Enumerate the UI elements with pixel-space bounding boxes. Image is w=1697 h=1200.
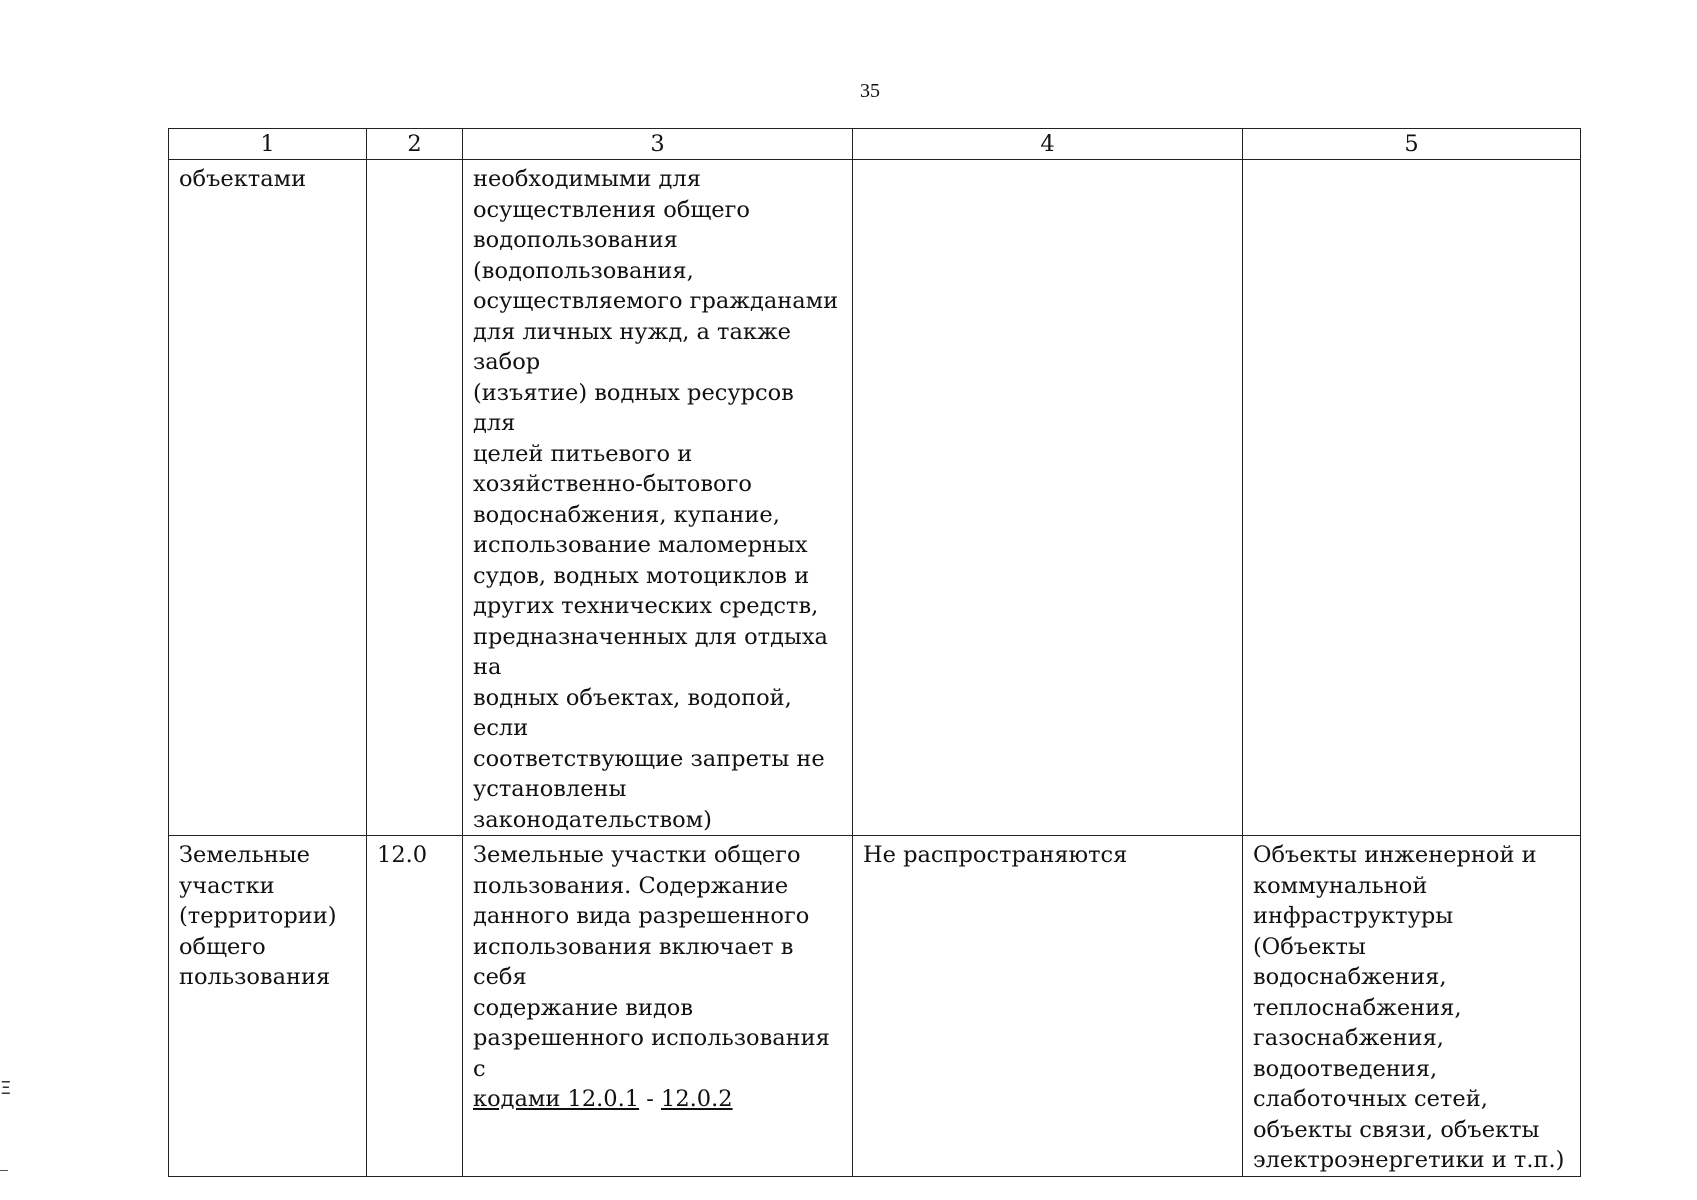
table-row — [169, 160, 1581, 836]
code-separator: - — [639, 1086, 662, 1112]
header-col-4: 4 — [853, 129, 1243, 160]
row1-use-name: объектами — [169, 160, 367, 836]
row1-col4 — [853, 160, 1243, 836]
header-col-1: 1 — [169, 129, 367, 160]
page-number: 35 — [860, 80, 880, 102]
row2-col4: Не распространяются — [853, 836, 1243, 1177]
row2-col5: Объекты инженерной и коммунальной инфраструктуры (Объекты водоснабжения, теплоснабжения, газоснабжения, водоотведения, слаботочных сетей, объекты связи, объекты электроэнергетики и т.п.) — [1243, 836, 1581, 1177]
margin-mark: Ξ — [0, 1078, 12, 1099]
table-header-row — [169, 129, 1581, 160]
row2-use-name: Земельные участки (территории) общего пользования — [169, 836, 367, 1177]
row1-col5 — [1243, 160, 1581, 836]
header-col-3: 3 — [463, 129, 853, 160]
row1-code — [367, 160, 463, 836]
margin-dash — [0, 1170, 8, 1171]
row1-description: необходимыми для осуществления общего водопользования (водопользования, осуществляемого гражданами для личных нужд, а также забор (изъятие) водных ресурсов для целей питьевого и хозяйственно-бытового водоснабжения, купание, использование маломерных судов, водных мотоциклов и других технических средств, предназначенных для отдыха на водных объектах, водопой, если соответствующие запреты не установлены законодательством) — [463, 160, 853, 836]
code-link-12-0-2[interactable]: 12.0.2 — [661, 1086, 733, 1112]
row2-code: 12.0 — [367, 836, 463, 1177]
row2-description-text: Земельные участки общего пользования. Содержание данного вида разрешенного использования включает в себя содержание видов разрешенного использования с — [473, 842, 830, 1082]
table-row — [169, 836, 1581, 1177]
header-col-2: 2 — [367, 129, 463, 160]
zoning-table — [168, 128, 1581, 1177]
row2-description — [463, 836, 853, 1177]
header-col-5: 5 — [1243, 129, 1581, 160]
code-link-12-0-1[interactable]: кодами 12.0.1 — [473, 1086, 640, 1112]
